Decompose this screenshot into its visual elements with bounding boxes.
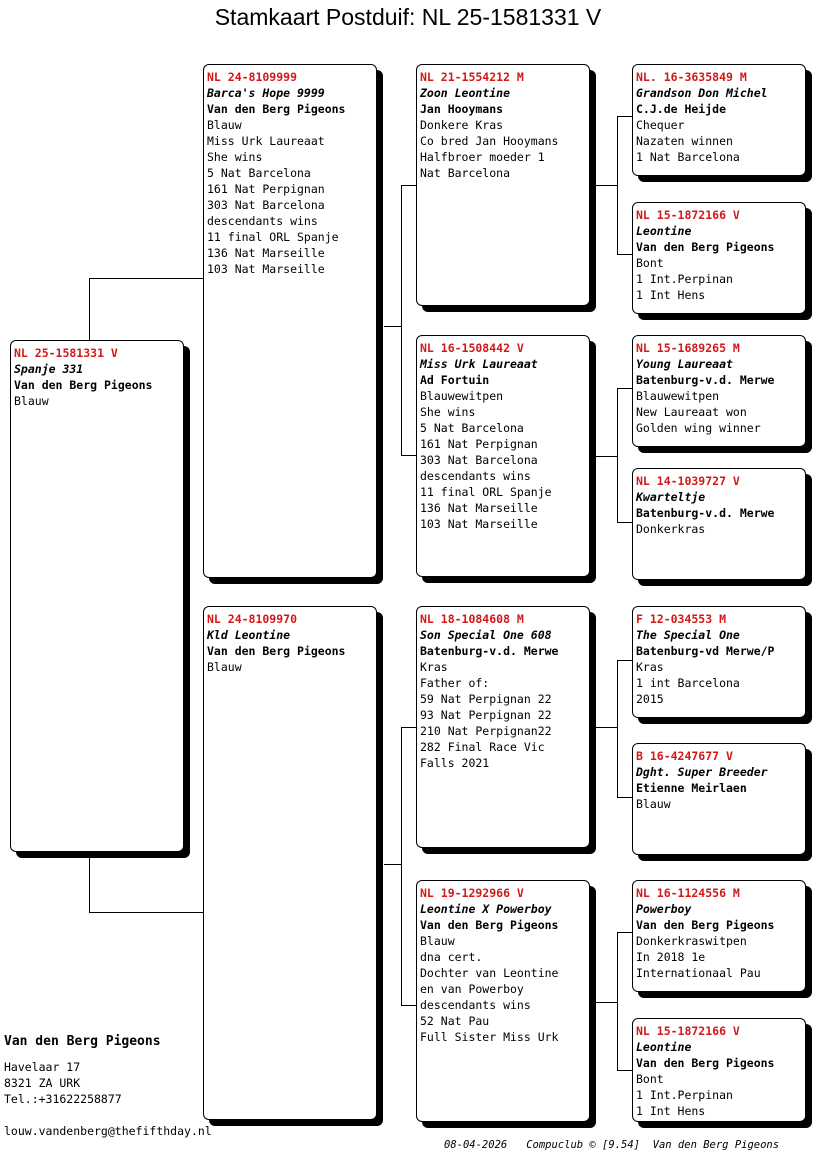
- info-line: 136 Nat Marseille: [420, 501, 538, 515]
- print-footer: [444, 1139, 779, 1151]
- info-line: Bont: [636, 1072, 664, 1086]
- owner-address: Havelaar 17: [4, 1060, 81, 1074]
- info-line: Nazaten winnen: [636, 134, 733, 148]
- info-line: descendants wins: [420, 998, 531, 1012]
- breeder-name: Van den Berg Pigeons: [636, 240, 775, 254]
- connector-line: [617, 932, 633, 933]
- connector-line: [596, 727, 617, 728]
- pigeon-card-mother: [203, 606, 377, 1120]
- info-line: 1 Int.Perpinan: [636, 1088, 733, 1102]
- print-date: 08-04-2026: [444, 1139, 508, 1151]
- connector-line: [617, 522, 633, 523]
- ring-number: NL 18-1084608 M: [420, 612, 524, 626]
- connector-line: [596, 456, 617, 457]
- owner-city: 8321 ZA URK: [4, 1076, 81, 1090]
- info-line: Bont: [636, 256, 664, 270]
- pigeon-name: Spanje 331: [14, 362, 84, 376]
- pigeon-card-mfm: [632, 743, 806, 855]
- info-line: Kras: [636, 660, 664, 674]
- ring-number: NL. 16-3635849 M: [636, 70, 747, 84]
- breeder-name: Ad Fortuin: [420, 373, 490, 387]
- info-line: 303 Nat Barcelona: [420, 453, 538, 467]
- pigeon-card-subject: [10, 340, 184, 852]
- info-line: Donkerkraswitpen: [636, 934, 747, 948]
- info-line: 11 final ORL Spanje: [420, 485, 552, 499]
- connector-line: [617, 660, 633, 661]
- connector-line: [401, 727, 402, 1006]
- ring-number: NL 25-1581331 V: [14, 346, 118, 360]
- info-line: dna cert.: [420, 950, 483, 964]
- info-line: Golden wing winner: [636, 421, 761, 435]
- info-line: 1 Int.Perpinan: [636, 272, 733, 286]
- pigeon-name: The Special One: [636, 628, 740, 642]
- info-line: Halfbroer moeder 1: [420, 150, 545, 164]
- info-line: Father of:: [420, 676, 490, 690]
- breeder-name: Van den Berg Pigeons: [636, 918, 775, 932]
- pigeon-name: Young Laureaat: [636, 357, 733, 371]
- pigeon-card-father: [203, 64, 377, 578]
- pigeon-name: Leontine: [636, 224, 692, 238]
- info-line: 59 Nat Perpignan 22: [420, 692, 552, 706]
- ring-number: NL 21-1554212 M: [420, 70, 524, 84]
- pigeon-card-fff: [632, 64, 806, 176]
- breeder-name: Van den Berg Pigeons: [207, 102, 346, 116]
- connector-line: [617, 797, 633, 798]
- breeder-name: Batenburg-v.d. Merwe: [636, 373, 775, 387]
- info-line: Chequer: [636, 118, 685, 132]
- connector-line: [89, 278, 90, 340]
- ring-number: NL 19-1292966 V: [420, 886, 524, 900]
- breeder-name: C.J.de Heijde: [636, 102, 727, 116]
- info-line: Falls 2021: [420, 756, 490, 770]
- info-line: 210 Nat Perpignan22: [420, 724, 552, 738]
- info-line: 5 Nat Barcelona: [420, 421, 524, 435]
- ring-number: NL 15-1872166 V: [636, 1024, 740, 1038]
- info-line: 11 final ORL Spanje: [207, 230, 339, 244]
- ring-number: F 12-034553 M: [636, 612, 727, 626]
- pigeon-name: Grandson Don Michel: [636, 86, 768, 100]
- connector-line: [384, 864, 401, 865]
- pigeon-card-fmm: [632, 468, 806, 580]
- breeder-name: Batenburg-v.d. Merwe: [636, 506, 775, 520]
- ring-number: NL 24-8109999: [207, 70, 298, 84]
- info-line: Dochter van Leontine: [420, 966, 559, 980]
- info-line: She wins: [207, 150, 263, 164]
- connector-line: [384, 326, 401, 327]
- breeder-name: Van den Berg Pigeons: [420, 918, 559, 932]
- info-line: She wins: [420, 405, 476, 419]
- info-line: 161 Nat Perpignan: [420, 437, 538, 451]
- connector-line: [596, 185, 617, 186]
- breeder-name: Van den Berg Pigeons: [636, 1056, 775, 1070]
- info-line: Blauw: [207, 660, 242, 674]
- info-line: 1 Int Hens: [636, 288, 706, 302]
- info-line: en van Powerboy: [420, 982, 524, 996]
- pigeon-card-mm: [416, 880, 590, 1122]
- info-line: Blauw: [636, 797, 671, 811]
- pigeon-name: Leontine X Powerboy: [420, 902, 552, 916]
- owner-email: louw.vandenberg@thefifthday.nl: [4, 1124, 212, 1138]
- info-line: 136 Nat Marseille: [207, 246, 325, 260]
- info-line: Blauwewitpen: [420, 389, 504, 403]
- info-line: 282 Final Race Vic: [420, 740, 545, 754]
- software-credit: Compuclub © [9.54]: [526, 1139, 640, 1151]
- connector-line: [89, 857, 90, 913]
- pigeon-card-mff: [632, 606, 806, 718]
- info-line: Donkerkras: [636, 522, 706, 536]
- pigeon-name: Leontine: [636, 1040, 692, 1054]
- info-line: Blauw: [420, 934, 455, 948]
- pigeon-name: Barca's Hope 9999: [207, 86, 325, 100]
- pigeon-card-fm: [416, 335, 590, 577]
- connector-line: [617, 388, 633, 389]
- info-line: 103 Nat Marseille: [420, 517, 538, 531]
- pigeon-name: Son Special One 608: [420, 628, 552, 642]
- ring-number: NL 16-1508442 V: [420, 341, 524, 355]
- breeder-name: Van den Berg Pigeons: [14, 378, 153, 392]
- owner-phone: Tel.:+31622258877: [4, 1092, 122, 1106]
- footer-owner: Van den Berg Pigeons: [652, 1139, 780, 1151]
- info-line: Nat Barcelona: [420, 166, 511, 180]
- pigeon-card-ff: [416, 64, 590, 306]
- connector-line: [89, 912, 205, 913]
- ring-number: B 16-4247677 V: [636, 749, 733, 763]
- info-line: Internationaal Pau: [636, 966, 761, 980]
- info-line: descendants wins: [420, 469, 531, 483]
- connector-line: [89, 278, 205, 279]
- ring-number: NL 15-1689265 M: [636, 341, 740, 355]
- connector-line: [617, 116, 618, 255]
- info-line: In 2018 1e: [636, 950, 706, 964]
- breeder-name: Batenburg-vd Merwe/P: [636, 644, 775, 658]
- pigeon-card-ffm: [632, 202, 806, 314]
- connector-line: [617, 388, 618, 523]
- ring-number: NL 24-8109970: [207, 612, 298, 626]
- pigeon-name: Kld Leontine: [207, 628, 291, 642]
- info-line: New Laureaat won: [636, 405, 747, 419]
- info-line: 303 Nat Barcelona: [207, 198, 325, 212]
- pigeon-card-mmf: [632, 880, 806, 992]
- breeder-name: Batenburg-v.d. Merwe: [420, 644, 559, 658]
- info-line: 2015: [636, 692, 664, 706]
- connector-line: [401, 185, 402, 456]
- pigeon-name: Dght. Super Breeder: [636, 765, 768, 779]
- info-line: Co bred Jan Hooymans: [420, 134, 559, 148]
- connector-line: [617, 660, 618, 798]
- info-line: Full Sister Miss Urk: [420, 1030, 559, 1044]
- breeder-name: Jan Hooymans: [420, 102, 504, 116]
- connector-line: [617, 116, 633, 117]
- info-line: 52 Nat Pau: [420, 1014, 490, 1028]
- connector-line: [617, 1070, 633, 1071]
- info-line: 5 Nat Barcelona: [207, 166, 311, 180]
- pigeon-card-mmm: [632, 1018, 806, 1122]
- owner-name: Van den Berg Pigeons: [4, 1034, 161, 1049]
- info-line: Kras: [420, 660, 448, 674]
- pigeon-name: Miss Urk Laureaat: [420, 357, 538, 371]
- pigeon-name: Zoon Leontine: [420, 86, 511, 100]
- info-line: 1 int Barcelona: [636, 676, 740, 690]
- info-line: 1 Nat Barcelona: [636, 150, 740, 164]
- info-line: Blauw: [14, 394, 49, 408]
- page-title: Stamkaart Postduif: NL 25-1581331 V: [214, 4, 602, 30]
- ring-number: NL 14-1039727 V: [636, 474, 740, 488]
- pigeon-card-mf: [416, 606, 590, 848]
- info-line: 1 Int Hens: [636, 1104, 706, 1118]
- connector-line: [596, 1002, 617, 1003]
- info-line: Donkere Kras: [420, 118, 504, 132]
- ring-number: NL 15-1872166 V: [636, 208, 740, 222]
- info-line: 93 Nat Perpignan 22: [420, 708, 552, 722]
- info-line: Miss Urk Laureaat: [207, 134, 325, 148]
- info-line: 103 Nat Marseille: [207, 262, 325, 276]
- info-line: 161 Nat Perpignan: [207, 182, 325, 196]
- breeder-name: Van den Berg Pigeons: [207, 644, 346, 658]
- info-line: Blauwewitpen: [636, 389, 720, 403]
- info-line: descendants wins: [207, 214, 318, 228]
- pigeon-card-fmf: [632, 335, 806, 447]
- ring-number: NL 16-1124556 M: [636, 886, 740, 900]
- connector-line: [617, 254, 633, 255]
- pigeon-name: Kwarteltje: [636, 490, 706, 504]
- info-line: Blauw: [207, 118, 242, 132]
- connector-line: [617, 932, 618, 1071]
- breeder-name: Etienne Meirlaen: [636, 781, 747, 795]
- pigeon-name: Powerboy: [636, 902, 692, 916]
